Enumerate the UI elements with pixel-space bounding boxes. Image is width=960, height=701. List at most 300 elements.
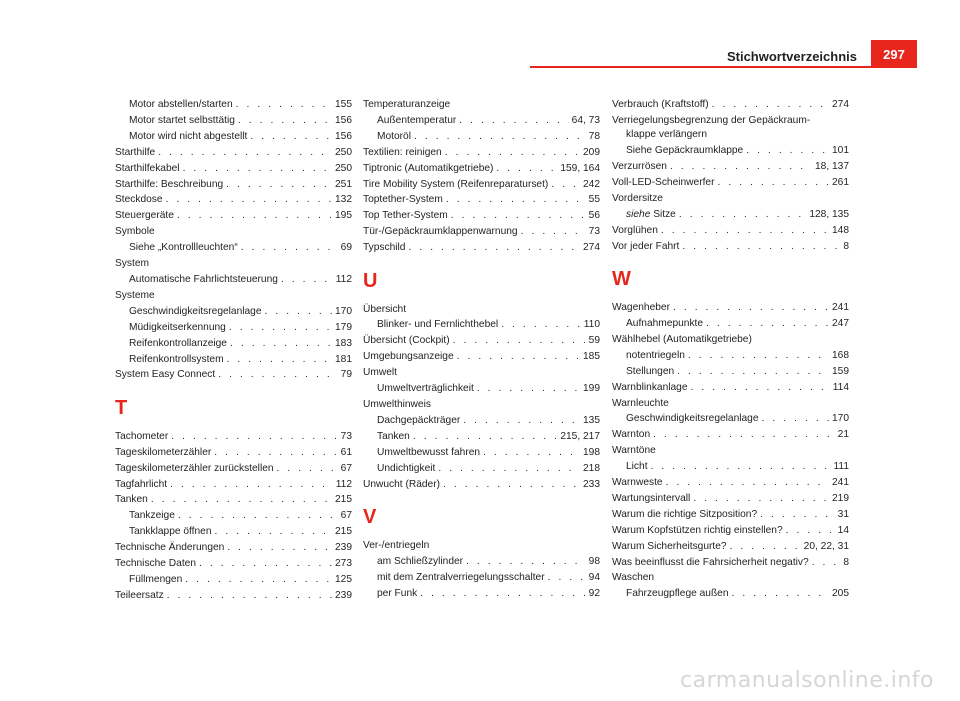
index-page-ref: 215, 217 (560, 430, 600, 442)
index-subentry (115, 305, 352, 319)
index-entry (612, 524, 849, 538)
index-heading (115, 289, 352, 303)
index-entry-label: Siehe Gepäckraumklappe (626, 145, 744, 157)
index-entry (363, 478, 600, 492)
index-page-ref: 215 (335, 494, 352, 506)
index-heading (363, 303, 600, 317)
dot-leader (688, 349, 829, 363)
index-page-ref: 8 (843, 240, 849, 252)
index-heading (363, 398, 600, 412)
index-page-ref: 242 (583, 178, 600, 190)
index-subentry (612, 365, 849, 379)
index-entry (612, 381, 849, 395)
index-page-ref: 239 (335, 589, 352, 601)
index-page-ref: 61 (340, 446, 352, 458)
index-entry-label: Top Tether-System (363, 210, 448, 222)
index-entry-label: Müdigkeitserkennung (129, 321, 226, 333)
index-entry (115, 146, 352, 160)
index-entry-label: Reifenkontrollsystem (129, 353, 224, 365)
dot-leader (717, 176, 829, 190)
index-subentry (363, 587, 600, 601)
dot-leader (762, 412, 829, 426)
index-entry (612, 540, 849, 554)
index-entry (363, 162, 600, 176)
index-entry-label: Außentemperatur (377, 114, 457, 126)
index-column-3 (612, 98, 849, 603)
index-page-ref: 67 (340, 510, 352, 522)
index-entry-label: Umweltbewusst fahren (377, 446, 481, 458)
index-entry-label: Tageskilometerzähler zurückstellen (115, 462, 274, 474)
index-entry-label: am Schließzylinder (377, 555, 464, 567)
dot-leader (730, 540, 801, 554)
index-entry (612, 492, 849, 506)
page-number-tab: 297 (871, 40, 917, 68)
index-page-ref: 273 (335, 558, 352, 570)
index-heading (363, 539, 600, 553)
index-page-ref: 59 (588, 335, 600, 347)
index-subentry (115, 241, 352, 255)
index-subentry (363, 130, 600, 144)
index-heading-text: Symbole (115, 226, 155, 238)
index-page-ref: 67 (340, 462, 352, 474)
dot-leader (170, 478, 333, 492)
index-page-ref: 241 (832, 477, 849, 489)
index-page-ref: 110 (583, 319, 600, 331)
index-page-ref: 159 (832, 365, 849, 377)
index-entry-label: Wartungsintervall (612, 492, 691, 504)
index-entry-label: Dachgepäckträger (377, 414, 461, 426)
index-entry-label: Tachometer (115, 430, 169, 442)
page-header-title: Stichwortverzeichnis (726, 49, 857, 64)
index-page-ref: 92 (588, 587, 600, 599)
index-entry (115, 162, 352, 176)
index-entry-label: notentriegeln (626, 349, 685, 361)
index-section-letter: U (363, 269, 378, 292)
index-entry (115, 178, 352, 192)
index-heading-continuation: klappe verlängern (626, 129, 707, 141)
dot-leader (226, 178, 332, 192)
index-subentry (612, 460, 849, 474)
index-entry-label (626, 208, 676, 222)
index-entry-label: Starthilfe: Beschreibung (115, 178, 224, 190)
dot-leader (443, 478, 580, 492)
index-subentry (612, 587, 849, 601)
index-page-ref: 56 (588, 210, 600, 222)
index-entry (115, 493, 352, 507)
index-subentry (612, 144, 849, 158)
index-entry-label: Motor startet selbsttätig (129, 114, 235, 126)
index-heading (612, 333, 849, 347)
index-heading-text: Vordersitze (612, 192, 663, 204)
index-page-ref: 55 (588, 194, 600, 206)
header-rule (530, 66, 871, 68)
dot-leader (214, 446, 337, 460)
index-page-ref: 159, 164 (560, 162, 600, 174)
index-entry-label: Teileersatz (115, 589, 164, 601)
index-entry (115, 430, 352, 444)
dot-leader (459, 114, 568, 128)
index-entry-label: Technische Daten (115, 558, 196, 570)
index-heading (612, 397, 849, 411)
index-entry-label: Vorglühen (612, 224, 658, 236)
index-page-ref: 114 (832, 381, 849, 393)
index-page-ref: 112 (335, 273, 352, 285)
index-entry (363, 350, 600, 364)
index-entry-label: Licht (626, 461, 648, 473)
index-page-ref: 179 (335, 321, 352, 333)
dot-leader (760, 508, 835, 522)
index-heading-text: Temperaturanzeige (363, 99, 451, 110)
index-entry-label: Motor wird nicht abgestellt (129, 130, 248, 142)
index-entry-label: Technische Änderungen (115, 542, 225, 554)
dot-leader (712, 98, 829, 112)
index-entry-see-prefix: siehe (626, 208, 651, 220)
index-subentry (363, 114, 600, 128)
dot-leader (661, 224, 829, 238)
index-page-ref: 101 (832, 145, 849, 157)
dot-leader (812, 556, 841, 570)
index-page-ref: 73 (340, 430, 352, 442)
index-heading (115, 257, 352, 271)
index-page-ref: 128, 135 (809, 208, 849, 220)
index-entry-label: Textilien: reinigen (363, 146, 442, 158)
dot-leader (466, 555, 586, 569)
index-entry-label: Tanken (115, 494, 148, 506)
index-subentry (115, 321, 352, 335)
index-entry-label: Tire Mobility System (Reifenreparaturset) (363, 178, 549, 190)
index-page-ref: 250 (335, 162, 352, 174)
index-entry-label: Warum Sicherheitsgurte? (612, 540, 727, 552)
index-entry (363, 193, 600, 207)
index-page-ref: 31 (837, 508, 849, 520)
index-heading-text: Warnleuchte (612, 397, 669, 409)
index-entry-label: Warnton (612, 429, 651, 441)
index-heading-text: Warntöne (612, 445, 656, 457)
index-entry-label: Vor jeder Fahrt (612, 240, 680, 252)
index-page-ref: 73 (588, 226, 600, 238)
index-page-ref: 155 (335, 99, 352, 110)
dot-leader (229, 321, 332, 335)
index-subentry (363, 382, 600, 396)
index-entry-label: Motor abstellen/starten (129, 99, 233, 110)
index-page-ref: 241 (832, 302, 849, 314)
index-entry (115, 368, 352, 382)
index-entry (612, 224, 849, 238)
index-entry (363, 178, 600, 192)
index-entry (363, 209, 600, 223)
index-page-ref: 195 (335, 210, 352, 222)
index-entry-label: mit dem Zentralverriegelungsschalter (377, 571, 545, 583)
dot-leader (413, 430, 557, 444)
index-heading-text: System (115, 258, 149, 270)
index-page-ref: 170 (832, 413, 849, 425)
index-page-ref: 261 (832, 177, 849, 189)
index-entry-label: Voll-LED-Scheinwerfer (612, 177, 715, 189)
index-entry (115, 462, 352, 476)
index-entry (115, 209, 352, 223)
index-entry (363, 241, 600, 255)
index-page-ref: 79 (340, 369, 352, 381)
dot-leader (451, 209, 586, 223)
index-entry-label: Tankzeige (129, 510, 175, 522)
index-entry-label: Reifenkontrollanzeige (129, 337, 227, 349)
index-entry-label: Umweltverträglichkeit (377, 383, 474, 395)
index-subentry (115, 273, 352, 287)
dot-leader (477, 382, 580, 396)
dot-leader (177, 209, 332, 223)
index-page-ref: 111 (833, 461, 849, 473)
dot-leader (457, 350, 580, 364)
dot-leader (151, 493, 332, 507)
index-page-ref: 64, 73 (571, 114, 600, 126)
dot-leader (521, 225, 586, 239)
dot-leader (786, 524, 835, 538)
index-entry-label: per Funk (377, 587, 418, 599)
index-entry-label: Starthilfekabel (115, 162, 180, 174)
index-entry (612, 428, 849, 442)
index-entry (115, 478, 352, 492)
index-subentry (115, 98, 352, 112)
dot-leader (679, 208, 806, 222)
dot-leader (551, 178, 580, 192)
index-entry-label: Tanken (377, 430, 410, 442)
index-page-ref: 215 (335, 526, 352, 538)
index-heading-text: Waschen (612, 572, 655, 584)
index-page-ref: 69 (340, 242, 352, 254)
index-heading-text: Übersicht (363, 303, 407, 315)
dot-leader (483, 446, 580, 460)
index-entry-label: Stellungen (626, 365, 675, 377)
index-entry-label: Geschwindigkeitsregelanlage (129, 305, 262, 317)
dot-leader (265, 305, 332, 319)
index-page-ref: 8 (843, 556, 849, 568)
index-entry-label: Verbrauch (Kraftstoff) (612, 99, 709, 110)
dot-leader (463, 414, 580, 428)
index-entry (612, 98, 849, 112)
index-entry-label: Undichtigkeit (377, 462, 436, 474)
index-heading (612, 444, 849, 458)
index-entry (612, 508, 849, 522)
index-entry-label: Was beeinflusst die Fahrsicherheit negativ? (612, 556, 809, 568)
index-page-ref: 198 (583, 446, 600, 458)
index-subentry (363, 446, 600, 460)
index-section-letter: V (363, 505, 377, 528)
index-heading (612, 571, 849, 585)
index-entry-label: Umgebungsanzeige (363, 351, 454, 363)
dot-leader (414, 130, 586, 144)
index-entry-label: Übersicht (Cockpit) (363, 335, 450, 347)
index-page-ref: 199 (583, 383, 600, 395)
index-entry (612, 556, 849, 570)
index-page-ref: 251 (335, 178, 352, 190)
index-entry (612, 301, 849, 315)
index-entry-label: Steuergeräte (115, 210, 174, 222)
dot-leader (693, 492, 829, 506)
dot-leader (670, 160, 812, 174)
index-entry-label: Geschwindigkeitsregelanlage (626, 413, 759, 425)
dot-leader (408, 241, 580, 255)
index-heading (363, 98, 600, 112)
index-entry (115, 541, 352, 555)
index-page-ref: 219 (832, 492, 849, 504)
dot-leader (277, 462, 338, 476)
index-subentry (612, 317, 849, 331)
index-page-ref: 181 (335, 353, 352, 365)
index-entry-label: Siehe „Kontrollleuchten“ (129, 242, 238, 254)
index-column-1 (115, 98, 352, 605)
index-subentry (363, 430, 600, 444)
index-page-ref: 132 (335, 194, 352, 206)
index-entry-label: Wagenheber (612, 302, 670, 314)
index-page-ref: 20, 22, 31 (803, 540, 849, 552)
index-subentry (612, 208, 849, 222)
index-entry-label: Tür-/Gepäckraumklappenwarnung (363, 226, 518, 238)
index-entry-label: System Easy Connect (115, 369, 216, 381)
index-entry (612, 160, 849, 174)
dot-leader (666, 476, 829, 490)
dot-leader (653, 428, 835, 442)
index-section-letter: T (115, 396, 128, 419)
index-page-ref: 247 (832, 317, 849, 329)
dot-leader (215, 525, 332, 539)
index-page-ref: 239 (335, 542, 352, 554)
index-entry (115, 589, 352, 603)
index-subentry (363, 571, 600, 585)
index-entry-label: Tankklappe öffnen (129, 526, 212, 538)
index-entry-label: Verzurrösen (612, 161, 667, 173)
index-subentry (115, 353, 352, 367)
index-heading (612, 192, 849, 206)
watermark-text: carmanualsonline.info (680, 668, 934, 693)
index-subentry (612, 349, 849, 363)
index-subentry (115, 114, 352, 128)
index-entry-label: Typschild (363, 242, 406, 254)
dot-leader (651, 460, 831, 474)
index-entry-label: Unwucht (Räder) (363, 478, 440, 490)
dot-leader (230, 337, 332, 351)
dot-leader (496, 162, 557, 176)
index-entry-label: Blinker- und Fernlichthebel (377, 319, 499, 331)
index-page-ref: 78 (588, 130, 600, 142)
index-entry (612, 476, 849, 490)
index-page-ref: 14 (837, 524, 849, 536)
index-page-ref: 18, 137 (815, 161, 849, 173)
index-entry-label: Warum die richtige Sitzposition? (612, 508, 758, 520)
dot-leader (281, 273, 333, 287)
index-page-ref: 250 (335, 146, 352, 158)
index-entry (612, 176, 849, 190)
dot-leader (227, 541, 332, 555)
index-heading-text: Umwelthinweis (363, 399, 431, 410)
index-subentry (115, 509, 352, 523)
index-page-ref: 274 (583, 242, 600, 254)
dot-leader (548, 571, 586, 585)
index-heading-text: Systeme (115, 289, 155, 301)
dot-leader (171, 430, 337, 444)
index-page-ref: 209 (583, 146, 600, 158)
index-subentry (363, 555, 600, 569)
index-heading-text: Ver-/entriegeln (363, 539, 430, 551)
dot-leader (227, 353, 332, 367)
index-page-ref: 156 (335, 130, 352, 142)
dot-leader (238, 114, 332, 128)
index-entry-label: Füllmengen (129, 573, 183, 585)
index-entry (115, 557, 352, 571)
index-page-ref: 135 (583, 414, 600, 426)
index-entry-label: Tageskilometerzähler (115, 446, 212, 458)
dot-leader (682, 240, 840, 254)
dot-leader (250, 130, 332, 144)
index-entry-label: Tagfahrlicht (115, 478, 168, 490)
index-entry (612, 240, 849, 254)
index-subentry (115, 337, 352, 351)
index-entry-label: Automatische Fahrlichtsteuerung (129, 273, 278, 285)
index-entry-label: Aufnahmepunkte (626, 317, 704, 329)
index-page-ref: 168 (832, 349, 849, 361)
dot-leader (446, 193, 586, 207)
index-page-ref: 21 (837, 429, 849, 441)
index-entry (363, 334, 600, 348)
dot-leader (218, 368, 337, 382)
index-entry-label: Motoröl (377, 130, 411, 142)
index-entry-label: Tiptronic (Automatikgetriebe) (363, 162, 494, 174)
index-heading-text: Umwelt (363, 367, 397, 379)
index-subentry (363, 462, 600, 476)
index-entry-label: Steckdose (115, 194, 163, 206)
dot-leader (673, 301, 829, 315)
index-subentry (363, 318, 600, 332)
dot-leader (732, 587, 829, 601)
index-entry (363, 225, 600, 239)
index-page-ref: 185 (583, 351, 600, 363)
index-page-ref: 156 (335, 114, 352, 126)
index-subentry (363, 414, 600, 428)
index-page-ref: 148 (832, 224, 849, 236)
dot-leader (677, 365, 829, 379)
index-entry-target: Sitze (653, 208, 676, 220)
index-page-ref: 94 (588, 571, 600, 583)
index-page-ref: 170 (335, 305, 352, 317)
dot-leader (501, 318, 581, 332)
index-heading (363, 366, 600, 380)
index-entry-label: Fahrzeugpflege außen (626, 588, 729, 600)
index-entry (363, 146, 600, 160)
dot-leader (166, 193, 332, 207)
index-entry (115, 446, 352, 460)
index-page-ref: 125 (335, 573, 352, 585)
index-entry-label: Toptether-System (363, 194, 443, 206)
index-page-ref: 98 (588, 555, 600, 567)
dot-leader (420, 587, 585, 601)
index-page-ref: 218 (583, 462, 600, 474)
dot-leader (746, 144, 829, 158)
index-subentry (612, 412, 849, 426)
dot-leader (236, 98, 332, 112)
dot-leader (445, 146, 580, 160)
index-entry-label: Warnweste (612, 477, 663, 489)
index-entry-label: Warum Kopfstützen richtig einstellen? (612, 524, 783, 536)
dot-leader (438, 462, 580, 476)
dot-leader (199, 557, 332, 571)
index-subentry (115, 130, 352, 144)
index-heading-text: Wählhebel (Automatikgetriebe) (612, 333, 752, 345)
index-page-ref: 274 (832, 99, 849, 110)
dot-leader (158, 146, 332, 160)
index-heading (612, 114, 849, 143)
index-entry-label: Warnblinkanlage (612, 381, 688, 393)
index-section-letter: W (612, 268, 631, 291)
index-page-ref: 233 (583, 478, 600, 490)
